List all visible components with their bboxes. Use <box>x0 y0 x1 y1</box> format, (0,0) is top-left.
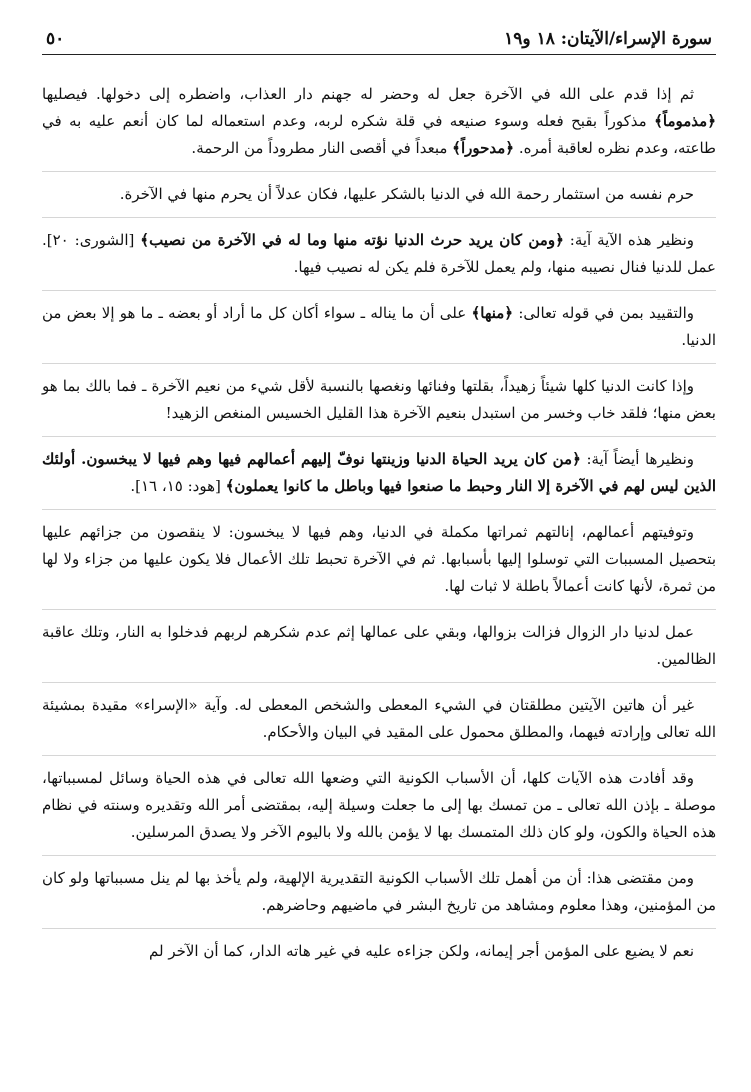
paragraph-text: [الشورى: ٢٠]. عمل للدنيا فنال نصيبه منها، ولم يعمل للآخرة فلم يكن له نصيب فيها. <box>42 231 716 276</box>
page-number: ٥٠ <box>46 29 65 49</box>
paragraph <box>42 373 716 427</box>
paragraph <box>42 619 716 673</box>
paragraph <box>42 446 716 500</box>
paragraph-divider <box>42 855 716 856</box>
quran-quote: ﴿منها﴾ <box>471 304 514 322</box>
paragraph-divider <box>42 436 716 437</box>
paragraph-divider <box>42 928 716 929</box>
paragraph <box>42 692 716 746</box>
paragraph <box>42 181 716 208</box>
paragraph-text: ونظيرها أيضاً آية: <box>580 450 694 468</box>
paragraph-divider <box>42 171 716 172</box>
quran-quote: ﴿من كان يريد الحياة الدنيا وزينتها نوفّ إليهم أعمالهم فيها وهم فيها لا يبخسون. أولئك الذين ليس لهم في الآخرة إلا النار وحبط ما صنعوا فيها وباطل ما كانوا يعملون﴾ <box>42 450 716 495</box>
paragraph-text: ومن مقتضى هذا: أن من أهمل تلك الأسباب الكونية التقديرية الإلهية، ولم يأخذ بها لم ينل مسبباتها ولو كان من المؤمنين، وهذا معلوم ومشاهد من تاريخ البشر في ماضيهم وحاضرهم. <box>42 869 716 914</box>
running-title: سورة الإسراء/الآيتان: ١٨ و١٩ <box>504 29 712 49</box>
paragraph-text: عمل لدنيا دار الزوال فزالت بزوالها، وبقي على عمالها إثم عدم شكرهم لربهم فدخلوا به النار، وتلك عاقبة الظالمين. <box>42 623 716 668</box>
book-page <box>42 22 716 965</box>
page-header <box>42 22 716 55</box>
paragraph-divider <box>42 217 716 218</box>
paragraph <box>42 519 716 600</box>
paragraph-text: على أن ما يناله ـ سواء أكان كل ما أراد أو بعضه ـ ما هو إلا بعض من الدنيا. <box>42 304 716 349</box>
paragraph-text: مبعداً في أقصى النار مطروداً من الرحمة. <box>191 139 453 157</box>
paragraph-divider <box>42 609 716 610</box>
paragraph-divider <box>42 755 716 756</box>
paragraph-text: والتقييد بمن في قوله تعالى: <box>513 304 694 322</box>
paragraph <box>42 938 716 965</box>
paragraph-text: ونظير هذه الآية آية: <box>563 231 694 249</box>
paragraph <box>42 227 716 281</box>
quran-quote: ﴿مدحوراً﴾ <box>452 139 515 157</box>
paragraph-text: غير أن هاتين الآيتين مطلقتان في الشيء المعطى والشخص المعطى له. وآية «الإسراء» مقيدة بمشيئة الله تعالى وإرادته فيهما، والمطلق محمول على المقيد في البيان والأحكام. <box>42 696 716 741</box>
quran-quote: ﴿مذموماً﴾ <box>654 112 716 130</box>
paragraph <box>42 81 716 162</box>
paragraph-text: حرم نفسه من استثمار رحمة الله في الدنيا بالشكر عليها، فكان عدلاً أن يحرم منها في الآخرة. <box>119 185 694 203</box>
paragraph <box>42 865 716 919</box>
paragraph <box>42 300 716 354</box>
paragraph-text: وتوفيتهم أعمالهم، إنالتهم ثمراتها مكملة في الدنيا، وهم فيها لا يبخسون: لا ينقصون من جزائهم عليها بتحصيل المسببات التي توسلوا إليها بأسبابها. ثم في الآخرة تحبط تلك الأعمال فلا يكون عليها من جزاء ولا لها من ثمرة، لأنها كانت أعمالاً باطلة لا ثبات لها. <box>42 523 716 595</box>
quran-quote: ﴿ومن كان يريد حرث الدنيا نؤته منها وما له في الآخرة من نصيب﴾ <box>140 231 564 249</box>
paragraph-divider <box>42 682 716 683</box>
paragraph-divider <box>42 363 716 364</box>
paragraph-divider <box>42 290 716 291</box>
page-body <box>42 81 716 965</box>
paragraph-text: وقد أفادت هذه الآيات كلها، أن الأسباب الكونية التي وضعها الله تعالى في هذه الحياة وسائل لمسبباتها، موصلة ـ بإذن الله تعالى ـ من تمسك بها إلى ما جعلت وسيلة إليه، بمقتضى أمر الله وتقديره وسنته في نظام هذه الحياة والكون، ولو كان ذلك المتمسك بها لا يؤمن بالله ولا باليوم الآخر ولا يصدق المرسلين. <box>42 769 716 841</box>
paragraph-text: ثم إذا قدم على الله في الآخرة جعل له وحضر له جهنم دار العذاب، واضطره إلى دخولها. فيصليها <box>42 85 694 103</box>
paragraph-text: وإذا كانت الدنيا كلها شيئاً زهيداً، بقلتها وفنائها ونغصها بالنسبة لأقل شيء من نعيم الآخرة ـ فما بالك بما هو بعض منها؛ فلقد خاب وخسر من استبدل بنعيم الآخرة هذا القليل الخسيس المنغص الزهيد! <box>42 377 716 422</box>
paragraph <box>42 765 716 846</box>
paragraph-text: نعم لا يضيع على المؤمن أجر إيمانه، ولكن جزاءه عليه في غير هاته الدار، كما أن الآخر لم <box>149 942 694 960</box>
paragraph-divider <box>42 509 716 510</box>
paragraph-text: [هود: ١٥، ١٦]. <box>130 477 226 495</box>
paragraph-text: مذكوراً بقبح فعله وسوء صنيعه في قلة شكره لربه، وعدم استعماله لما كان أنعم عليه به في طاعته، وعدم نظره لعاقبة أمره. <box>42 112 716 157</box>
